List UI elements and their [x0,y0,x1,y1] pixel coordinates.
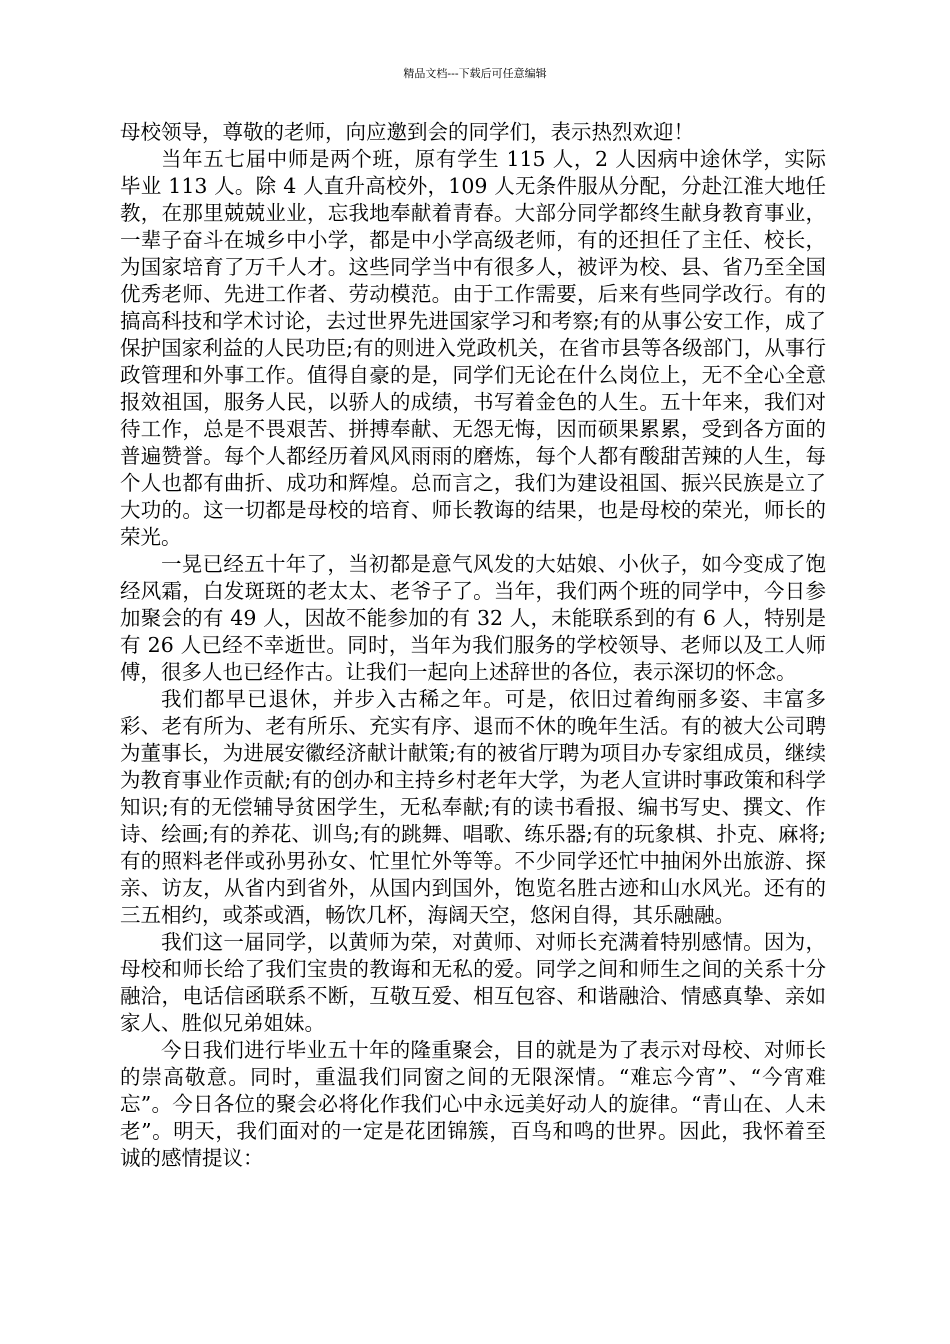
paragraph-retirement-life: 我们都早已退休，并步入古稀之年。可是，依旧过着绚丽多姿、丰富多彩、老有所为、老有所乐、充实有序、退而不休的晚年生活。有的被大公司聘为董事长，为进展安徽经济献计献策;有的被省厅聘为项目办专家组成员，继续为教育事业作贡献;有的创办和主持乡村老年大学，为老人宣讲时事政策和科学知识;有的无偿辅导贫困学生，无私奉献;有的读书看报、编书写史、撰文、作诗、绘画;有的养花、训鸟;有的跳舞、唱歌、练乐器;有的玩象棋、扑克、麻将;有的照料老伴或孙男孙女、忙里忙外等等。不少同学还忙中抽闲外出旅游、探亲、访友，从省内到省外，从国内到国外，饱览名胜古迹和山水风光。还有的三五相约，或茶或酒，畅饮几杯，海阔天空，悠闲自得，其乐融融。 [120,687,826,927]
document-body [120,119,826,1172]
paragraph-reunion-purpose: 今日我们进行毕业五十年的隆重聚会，目的就是为了表示对母校、对师长的崇高敬意。同时，重温我们同窗之间的无限深情。“难忘今宵”、“今宵难忘”。今日各位的聚会必将化作我们心中永远美好动人的旋律。“青山在、人未老”。明天，我们面对的一定是花团锦簇，百鸟和鸣的世界。因此，我怀着至诚的感情提议： [120,1038,826,1170]
page-header: 精品文档---下载后可任意编辑 [403,67,547,80]
paragraph-gratitude: 我们这一届同学，以黄师为荣，对黄师、对师长充满着特别感情。因为，母校和师长给了我们宝贵的教诲和无私的爱。同学之间和师生之间的关系十分融洽，电话信函联系不断，互敬互爱、相互包容、和谐融洽、情感真挚、亲如家人、胜似兄弟姐妹。 [120,930,826,1035]
paragraph-class-history: 当年五七届中师是两个班，原有学生 115 人，2 人因病中途休学，实际毕业 113 人。除 4 人直升高校外，109 人无条件服从分配，分赴江淮大地任教，在那里兢兢业业，忘我地奉献着青春。大部分同学都终生献身教育事业，一辈子奋斗在城乡中小学，都是中小学高级老师，有的还担任了主任、校长，为国家培育了万千人才。这些同学当中有很多人，被评为校、县、省乃至全国优秀老师、先进工作者、劳动模范。由于工作需要，后来有些同学改行。有的搞高科技和学术讨论，去过世界先进国家学习和考察;有的从事公安工作，成了保护国家利益的人民功臣;有的则进入党政机关，在省市县等各级部门，从事行政管理和外事工作。值得自豪的是，同学们无论在什么岗位上，无不全心全意报效祖国，服务人民，以骄人的成绩，书写着金色的人生。五十年来，我们对待工作，总是不畏艰苦、拼搏奉献、无怨无悔，因而硕果累累，受到各方面的普遍赞誉。每个人都经历着风风雨雨的磨炼，每个人都有酸甜苦辣的人生，每个人也都有曲折、成功和辉煌。总而言之，我们为建设祖国、振兴民族是立了大功的。这一切都是母校的培育、师长教诲的结果，也是母校的荣光，师长的荣光。 [120,147,826,549]
paragraph-fifty-years: 一晃已经五十年了，当初都是意气风发的大姑娘、小伙子，如今变成了饱经风霜，白发斑斑的老太太、老爷子了。当年，我们两个班的同学中，今日参加聚会的有 49 人，因故不能参加的有 32 人，未能联系到的有 6 人，特别是有 26 人已经不幸逝世。同时，当年为我们服务的学校领导、老师以及工人师傅，很多人也已经作古。让我们一起向上述辞世的各位，表示深切的怀念。 [120,552,826,684]
paragraph-greeting: 母校领导，尊敬的老师，向应邀到会的同学们，表示热烈欢迎！ [120,120,694,144]
